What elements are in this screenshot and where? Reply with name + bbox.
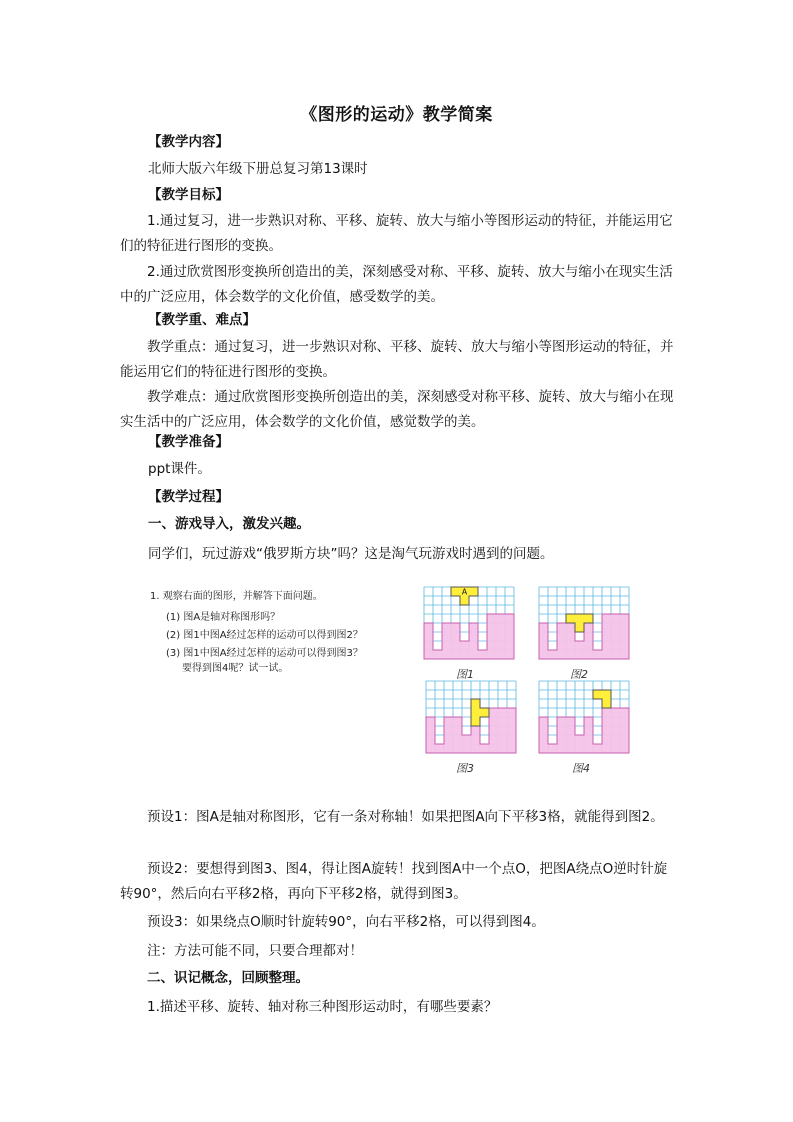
preset-2: 预设2：要想得到图3、图4，得让图A旋转！找到图A中一个点O，把图A绕点O逆时针旋转90°，然后向右平移2格，再向下平移2格，就得到图3。 <box>120 861 668 902</box>
tetromino-piece <box>471 699 489 726</box>
figure-2-label: 图2 <box>570 668 588 681</box>
question-2: (2) 图1中图A经过怎样的运动可以得到图2？ <box>166 630 363 641</box>
key-point: 教学重点：通过复习，进一步熟识对称、平移、旋转、放大与缩小等图形运动的特征，并能运用它们的特征进行图形的变换。 <box>120 339 674 380</box>
prep-text: ppt课件。 <box>148 461 211 477</box>
figure-3-label: 图3 <box>456 762 474 775</box>
content-text: 北师大版六年级下册总复习第13课时 <box>148 161 368 177</box>
preset-3: 预设3：如果绕点O顺时针旋转90°，向右平移2格，可以得到图4。 <box>147 914 545 930</box>
note: 注：方法可能不同，只要合理都对！ <box>147 943 363 959</box>
figure-2-grid <box>538 586 630 663</box>
preset-1: 预设1：图A是轴对称图形，它有一条对称轴！如果把图A向下平移3格，就能得到图2。 <box>147 809 664 825</box>
difficulty: 教学难点：通过欣赏图形变换所创造出的美，深刻感受对称平移、旋转、放大与缩小在现实生活中的广泛应用，体会数学的文化价值，感觉数学的美。 <box>120 389 674 430</box>
figure-1-grid <box>423 586 515 663</box>
figure-3-grid <box>425 680 517 757</box>
question-title: 1. 观察右面的图形，并解答下面问题。 <box>150 591 323 602</box>
prep-heading: 【教学准备】 <box>148 434 229 450</box>
goal-1: 1.通过复习，进一步熟识对称、平移、旋转、放大与缩小等图形运动的特征，并能运用它们的特征进行图形的变换。 <box>120 213 673 254</box>
key-heading: 【教学重、难点】 <box>148 312 256 328</box>
process-heading: 【教学过程】 <box>148 489 229 505</box>
tetromino-piece <box>593 690 611 708</box>
question-1: (1) 图A是轴对称图形吗？ <box>166 612 281 623</box>
step1-heading: 一、游戏导入，激发兴趣。 <box>148 516 310 532</box>
goal-2: 2.通过欣赏图形变换所创造出的美，深刻感受对称、平移、旋转、放大与缩小在现实生活中的广泛应用，体会数学的文化价值，感受数学的美。 <box>120 264 673 305</box>
step1-intro: 同学们，玩过游戏“俄罗斯方块”吗？这是淘气玩游戏时遇到的问题。 <box>148 546 554 562</box>
step2-question-1: 1.描述平移、旋转、轴对称三种图形运动时，有哪些要素？ <box>147 999 498 1015</box>
goals-heading: 【教学目标】 <box>148 187 229 203</box>
step2-heading: 二、识记概念，回顾整理。 <box>147 970 309 986</box>
question-3: (3) 图1中图A经过怎样的运动可以得到图3？ <box>166 648 363 659</box>
question-3b: 要得到图4呢？试一试。 <box>182 663 289 674</box>
figure-4-grid <box>538 680 630 757</box>
figure-4-label: 图4 <box>572 762 590 775</box>
document-title: 《图形的运动》教学简案 <box>300 105 493 125</box>
piece-label: A <box>461 587 468 597</box>
figure-1-label: 图1 <box>456 668 474 681</box>
content-heading: 【教学内容】 <box>148 134 229 150</box>
